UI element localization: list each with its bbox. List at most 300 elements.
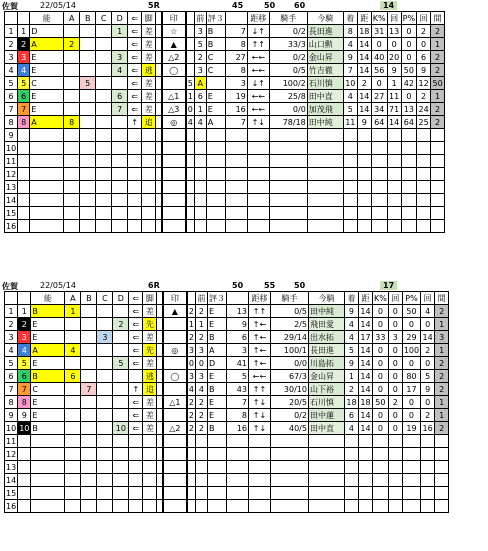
cell-a: 2 <box>64 38 80 51</box>
empty-cell <box>186 194 195 207</box>
cell-rk: 18 <box>346 397 357 407</box>
cell-w: 4 <box>18 344 31 357</box>
column-header: 着 <box>344 292 358 305</box>
cell-w: 6 <box>18 370 31 383</box>
empty-cell <box>31 500 65 513</box>
cell-a <box>65 409 81 422</box>
cell-k2: 3 <box>388 331 402 344</box>
empty-cell <box>226 461 248 474</box>
empty-cell <box>81 461 97 474</box>
empty-cell <box>308 448 344 461</box>
empty-cell <box>402 435 420 448</box>
cell-a: 1 <box>65 305 81 318</box>
cell-mk: ◯ <box>163 370 187 383</box>
empty-cell <box>81 474 97 487</box>
empty-cell <box>195 474 207 487</box>
cell-k2: 1 <box>387 77 401 90</box>
empty-cell <box>372 435 388 448</box>
empty-cell <box>435 448 449 461</box>
empty-cell <box>128 181 142 194</box>
empty-cell <box>112 142 128 155</box>
cell-p2: 0 <box>421 357 435 370</box>
cell-c <box>96 77 112 90</box>
empty-cell <box>194 168 206 181</box>
cell-jk: 40/5 <box>270 422 308 435</box>
race-number: 5R <box>148 1 160 10</box>
row-number: 14 <box>6 195 17 205</box>
cell-leg: 追 <box>143 383 157 396</box>
cell-mk2 <box>186 51 195 64</box>
cell-a <box>64 103 80 116</box>
empty-cell <box>163 435 187 448</box>
empty-cell <box>162 194 186 207</box>
table-row <box>5 64 445 77</box>
cell-rk: 9 <box>344 357 358 370</box>
empty-cell <box>194 194 206 207</box>
column-header: 今騎 <box>308 292 344 305</box>
empty-cell <box>96 194 112 207</box>
empty-cell <box>372 487 388 500</box>
cell-rk: 4 <box>343 90 357 103</box>
cell-b <box>81 370 97 383</box>
cell-p2: 2 <box>417 90 431 103</box>
empty-cell <box>31 461 65 474</box>
table-row <box>5 25 445 38</box>
cell-mk <box>162 77 186 90</box>
cell-ar: ⇐ <box>128 51 142 64</box>
cell-zp: B <box>207 331 226 344</box>
empty-cell <box>225 194 247 207</box>
cell-a <box>64 64 80 77</box>
cell-mk2 <box>186 38 195 51</box>
cell-jk: 0/2 <box>270 409 308 422</box>
cell-d <box>112 116 128 129</box>
row-number: 13 <box>6 462 17 472</box>
cell-no: B <box>31 422 65 435</box>
empty-cell <box>129 448 143 461</box>
empty-cell <box>270 474 308 487</box>
cell-rk: 5 <box>344 344 358 357</box>
cell-dm: ↓↑ <box>247 77 269 90</box>
cell-k: 0 <box>372 422 388 435</box>
cell-pi: 0 <box>195 357 207 370</box>
empty-cell <box>248 500 270 513</box>
column-header: B <box>81 292 97 305</box>
cell-jk: 29/14 <box>270 331 308 344</box>
cell-k: 0 <box>372 344 388 357</box>
empty-cell <box>206 220 225 233</box>
cell-jn: 田中純 <box>307 116 343 129</box>
column-header: 回 <box>421 292 435 305</box>
cell-k2: 9 <box>387 64 401 77</box>
empty-cell <box>186 207 195 220</box>
cell-no: E <box>31 396 65 409</box>
cell-ev: 9 <box>226 318 248 331</box>
table-row <box>5 38 445 51</box>
cell-ev: 16 <box>226 422 248 435</box>
cell-k2: 0 <box>388 409 402 422</box>
empty-cell <box>357 129 371 142</box>
column-header: 前 <box>196 13 205 23</box>
empty-cell <box>187 474 196 487</box>
empty-cell <box>371 168 387 181</box>
column-header: P% <box>402 292 420 305</box>
cell-mk2: 4 <box>188 384 194 394</box>
cell-ev: 7 <box>226 396 248 409</box>
cell-ev: 6 <box>226 331 248 344</box>
empty-cell <box>96 168 112 181</box>
empty-cell <box>65 500 81 513</box>
cell-k: 0 <box>372 409 388 422</box>
cell-zp: E <box>207 409 226 422</box>
empty-cell <box>31 487 65 500</box>
cell-k: 0 <box>372 370 388 383</box>
cell-iv: 50 <box>432 78 443 88</box>
empty-cell <box>143 435 157 448</box>
cell-w: 3 <box>18 51 30 64</box>
cell-a: 6 <box>65 370 81 383</box>
cell-w: 4 <box>18 64 30 77</box>
cell-k2: 11 <box>389 91 400 101</box>
empty-cell <box>402 487 420 500</box>
column-header: 距 <box>357 12 371 25</box>
cell-mk2: 1 <box>188 319 194 329</box>
sheet-header <box>0 0 488 11</box>
cell-p: 100 <box>403 345 420 355</box>
cell-leg: 先 <box>143 344 157 357</box>
empty-cell <box>225 168 247 181</box>
empty-row <box>5 181 445 194</box>
cell-no: E <box>30 103 64 116</box>
empty-cell <box>269 194 307 207</box>
empty-cell <box>372 461 388 474</box>
cell-leg: 差 <box>142 103 156 116</box>
empty-cell <box>80 155 96 168</box>
empty-cell <box>81 435 97 448</box>
cell-w: 7 <box>18 103 30 116</box>
empty-cell <box>18 155 30 168</box>
empty-cell <box>112 181 128 194</box>
cell-mk <box>163 383 187 396</box>
row-number: 16 <box>6 501 17 511</box>
column-number: 50 <box>232 281 244 290</box>
cell-zp: E <box>207 318 226 331</box>
cell-p2: 0 <box>421 318 435 331</box>
empty-cell <box>80 181 96 194</box>
cell-mk: ◯ <box>162 64 186 77</box>
empty-cell <box>187 448 196 461</box>
cell-dm: ↓↑ <box>247 25 269 38</box>
empty-cell <box>371 181 387 194</box>
empty-row <box>5 155 445 168</box>
cell-zp: A <box>206 116 225 129</box>
cell-jk: 100/1 <box>270 344 308 357</box>
empty-cell <box>357 220 371 233</box>
cell-ar: ⇐ <box>129 305 143 318</box>
empty-cell <box>435 474 449 487</box>
empty-cell <box>163 487 187 500</box>
cell-p2: 6 <box>417 51 431 64</box>
empty-cell <box>435 435 449 448</box>
empty-cell <box>187 461 196 474</box>
cell-k2: 0 <box>388 318 402 331</box>
empty-cell <box>388 448 402 461</box>
cell-k: 50 <box>372 396 388 409</box>
empty-cell <box>162 207 186 220</box>
empty-row <box>5 194 445 207</box>
cell-iv: 2 <box>435 305 449 318</box>
cell-no: A <box>31 344 65 357</box>
empty-cell <box>128 142 142 155</box>
empty-cell <box>143 487 157 500</box>
empty-cell <box>113 474 129 487</box>
cell-c <box>96 103 112 116</box>
cell-p2: 5 <box>421 370 435 383</box>
empty-row <box>5 129 445 142</box>
cell-ds: 18 <box>359 26 370 36</box>
empty-cell <box>112 168 128 181</box>
table-row <box>5 409 449 422</box>
column-header: K% <box>373 293 387 303</box>
cell-mk2 <box>186 25 195 38</box>
empty-cell <box>358 487 372 500</box>
empty-cell <box>18 181 30 194</box>
cell-rk: 1 <box>344 370 358 383</box>
empty-cell <box>402 448 420 461</box>
cell-d <box>113 305 129 318</box>
cell-dm: ↑↑ <box>248 305 270 318</box>
empty-cell <box>371 129 387 142</box>
column-header: C <box>97 292 113 305</box>
cell-mk: ◎ <box>163 344 187 357</box>
cell-dm: ↑← <box>248 344 270 357</box>
cell-a <box>65 318 81 331</box>
cell-ds: 18 <box>360 397 371 407</box>
empty-cell <box>113 461 129 474</box>
empty-cell <box>344 461 358 474</box>
cell-ar: ⇐ <box>129 344 143 357</box>
cell-w: 5 <box>18 77 30 90</box>
empty-cell <box>402 500 420 513</box>
cell-p2: 2 <box>421 344 435 357</box>
empty-cell <box>269 207 307 220</box>
column-header: ⇐ <box>129 292 143 305</box>
cell-a <box>65 383 81 396</box>
column-header <box>5 292 18 305</box>
empty-cell <box>247 194 269 207</box>
cell-n: 4 <box>5 64 18 77</box>
cell-p: 0 <box>402 409 420 422</box>
column-header <box>5 12 18 25</box>
row-number: 11 <box>6 156 17 166</box>
cell-zp: A <box>207 344 226 357</box>
empty-cell <box>307 207 343 220</box>
empty-cell <box>247 181 269 194</box>
cell-ev: 16 <box>225 103 247 116</box>
cell-rk: 4 <box>344 422 358 435</box>
empty-cell <box>81 448 97 461</box>
cell-p2: 2 <box>421 409 435 422</box>
empty-cell <box>129 435 143 448</box>
empty-cell <box>431 129 445 142</box>
cell-w: 8 <box>18 396 31 409</box>
empty-cell <box>247 142 269 155</box>
cell-k: 33 <box>372 331 388 344</box>
cell-jn: 金山昇 <box>307 51 343 64</box>
cell-mk2 <box>186 64 195 77</box>
cell-mk2: 2 <box>188 332 194 342</box>
table-row <box>5 422 449 435</box>
cell-p: 0 <box>402 318 420 331</box>
cell-b <box>80 25 96 38</box>
empty-cell <box>143 500 157 513</box>
cell-p: 29 <box>402 331 420 344</box>
empty-cell <box>129 461 143 474</box>
cell-p2: 9 <box>417 64 431 77</box>
cell-leg: 差 <box>142 51 156 64</box>
empty-cell <box>435 487 449 500</box>
empty-cell <box>18 500 31 513</box>
empty-cell <box>128 168 142 181</box>
empty-cell <box>357 168 371 181</box>
cell-a <box>65 331 81 344</box>
empty-cell <box>357 181 371 194</box>
cell-ar: ⇐ <box>128 64 142 77</box>
empty-cell <box>195 487 207 500</box>
empty-cell <box>225 142 247 155</box>
empty-cell <box>162 155 186 168</box>
cell-k2: 14 <box>389 117 400 127</box>
cell-c <box>96 90 112 103</box>
cell-jk: 67/3 <box>270 370 308 383</box>
empty-cell <box>186 129 195 142</box>
cell-mk: ▲ <box>162 38 186 51</box>
column-header: 距移 <box>248 292 270 305</box>
empty-cell <box>344 500 358 513</box>
column-header: P% <box>402 13 416 23</box>
empty-cell <box>417 129 431 142</box>
empty-row <box>5 461 449 474</box>
empty-cell <box>112 155 128 168</box>
cell-b: 5 <box>80 77 96 90</box>
cell-d: 5 <box>113 357 129 370</box>
empty-cell <box>248 435 270 448</box>
cell-leg: 差 <box>143 357 157 370</box>
cell-k: 64 <box>371 116 387 129</box>
empty-cell <box>207 435 226 448</box>
cell-d <box>113 383 129 396</box>
cell-k: 0 <box>372 318 388 331</box>
cell-ds: 14 <box>360 423 371 433</box>
race-table <box>4 291 449 513</box>
empty-cell <box>343 129 357 142</box>
cell-w: 8 <box>18 116 30 129</box>
empty-cell <box>401 155 416 168</box>
cell-b <box>81 344 97 357</box>
empty-row <box>5 500 449 513</box>
cell-ds: 14 <box>360 410 371 420</box>
cell-p: 50 <box>402 305 420 318</box>
cell-w: 7 <box>18 383 31 396</box>
cell-iv: 2 <box>431 116 445 129</box>
cell-n: 8 <box>5 396 18 409</box>
row-number: 12 <box>6 449 17 459</box>
empty-cell <box>343 194 357 207</box>
column-header: 騎手 <box>269 12 307 25</box>
empty-cell <box>65 448 81 461</box>
empty-cell <box>97 500 113 513</box>
row-number: 14 <box>6 475 17 485</box>
table-row <box>5 318 449 331</box>
cell-p: 0 <box>402 396 420 409</box>
empty-cell <box>142 168 156 181</box>
empty-cell <box>401 220 416 233</box>
cell-mk2: 2 <box>188 397 194 407</box>
cell-c <box>96 51 112 64</box>
cell-ds: 14 <box>360 384 371 394</box>
column-header: D <box>113 292 129 305</box>
cell-jk: 0/5 <box>270 305 308 318</box>
empty-cell <box>142 181 156 194</box>
cell-ds: 14 <box>360 306 371 316</box>
cell-mk: △1 <box>163 396 187 409</box>
empty-cell <box>18 207 30 220</box>
table-row <box>5 77 445 90</box>
cell-n: 5 <box>5 77 18 90</box>
cell-pi: 1 <box>194 103 206 116</box>
empty-cell <box>371 194 387 207</box>
cell-dm: ↑← <box>248 331 270 344</box>
empty-cell <box>206 168 225 181</box>
cell-ar: ⇐ <box>128 77 142 90</box>
column-header <box>18 292 31 305</box>
table-row <box>5 90 445 103</box>
empty-cell <box>18 220 30 233</box>
cell-ev: 43 <box>226 383 248 396</box>
cell-k: 40 <box>371 51 387 64</box>
cell-ar: ⇐ <box>129 409 143 422</box>
cell-zp: C <box>206 64 225 77</box>
cell-leg: 追 <box>142 116 156 129</box>
empty-cell <box>358 474 372 487</box>
empty-cell <box>307 194 343 207</box>
cell-mk: △2 <box>162 51 186 64</box>
empty-cell <box>372 474 388 487</box>
cell-rk: 5 <box>343 103 357 116</box>
cell-k: 0 <box>371 77 387 90</box>
cell-leg: 差 <box>143 396 157 409</box>
row-number: 11 <box>6 436 17 446</box>
cell-c <box>97 357 113 370</box>
cell-ds: 14 <box>359 39 370 49</box>
empty-cell <box>142 194 156 207</box>
cell-ev: 8 <box>226 409 248 422</box>
empty-cell <box>128 194 142 207</box>
cell-rk: 9 <box>343 51 357 64</box>
head-count: 17 <box>380 281 397 290</box>
empty-cell <box>143 461 157 474</box>
empty-row <box>5 207 445 220</box>
column-number: 50 <box>264 1 276 10</box>
empty-cell <box>65 474 81 487</box>
table-row <box>5 383 449 396</box>
empty-cell <box>97 487 113 500</box>
empty-cell <box>80 220 96 233</box>
empty-cell <box>142 155 156 168</box>
cell-a: 4 <box>65 344 81 357</box>
cell-p: 0 <box>401 90 416 103</box>
cell-ds: 14 <box>360 345 371 355</box>
